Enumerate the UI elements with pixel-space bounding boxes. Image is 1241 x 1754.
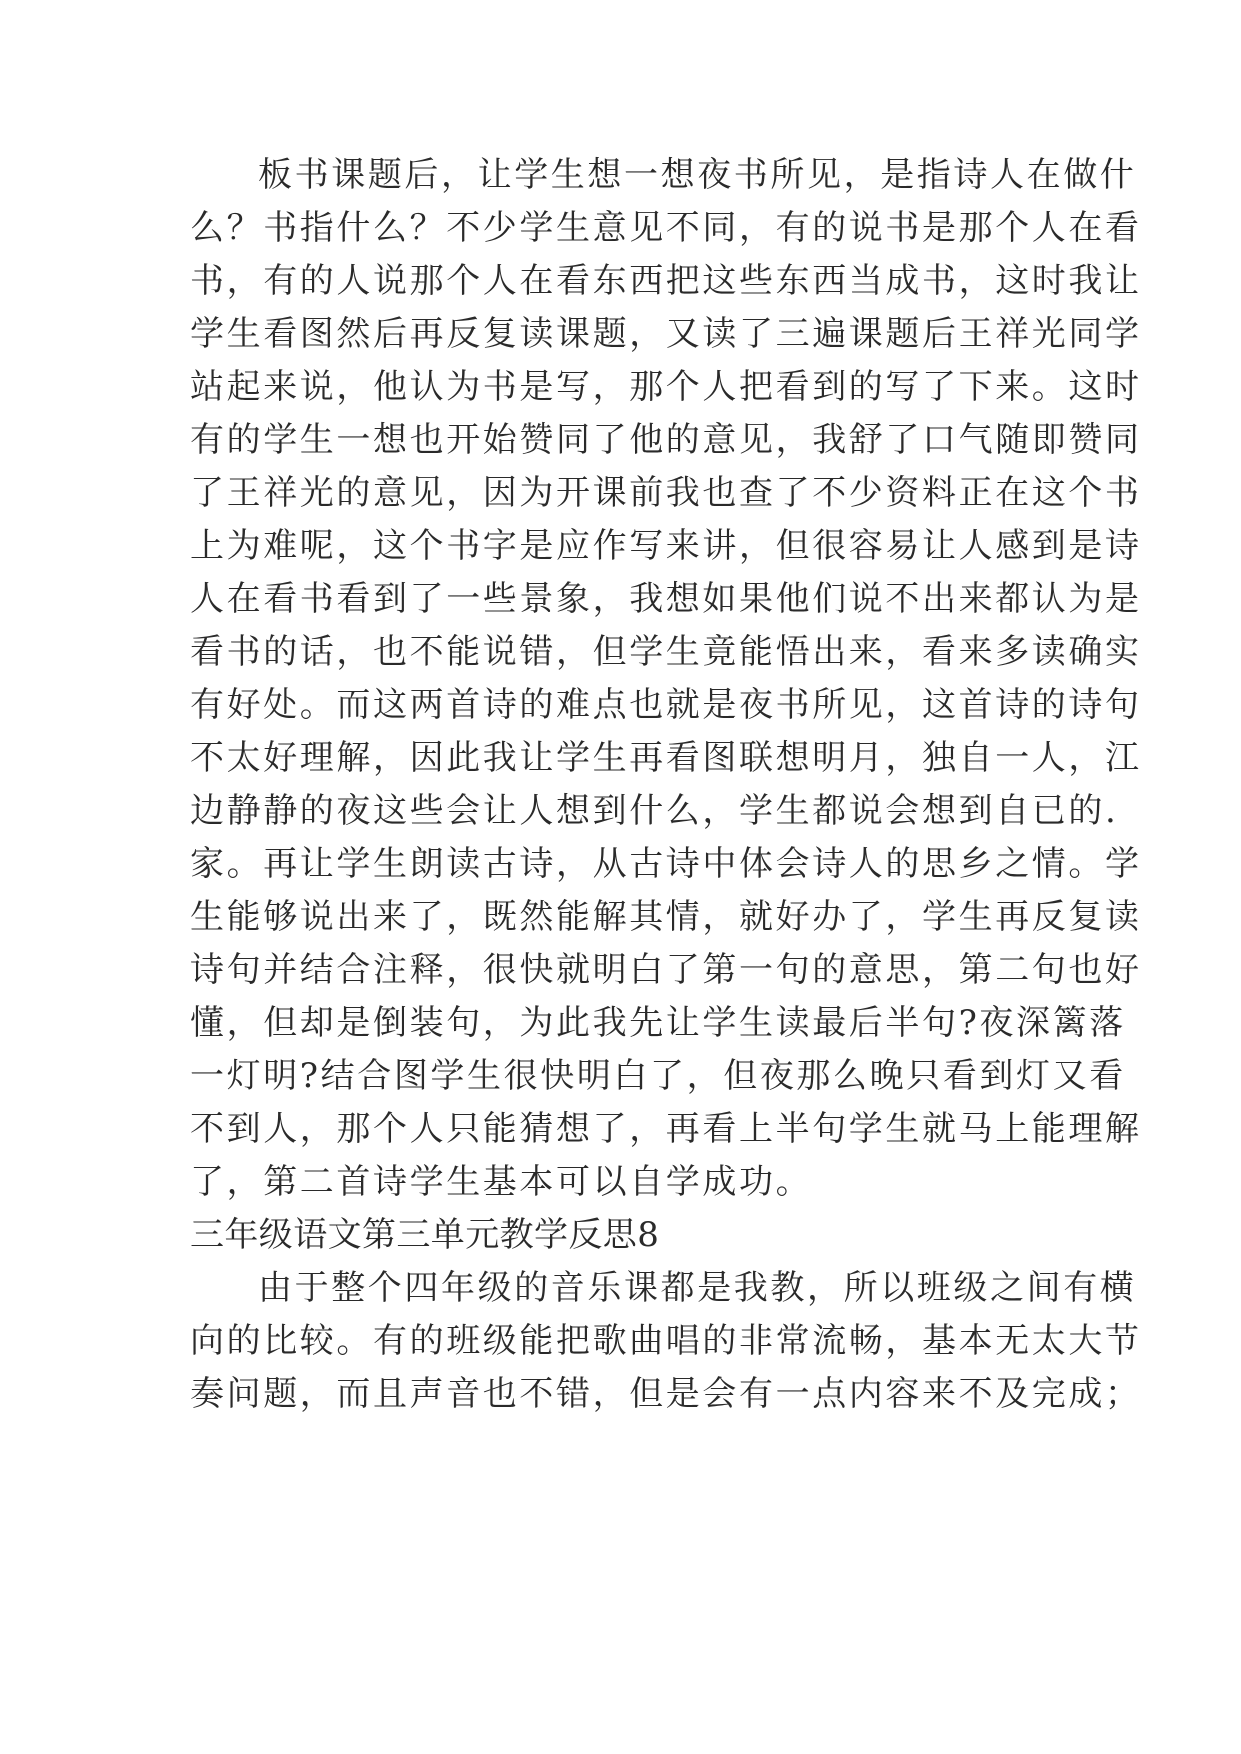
paragraph-1-line-2: 么？书指什么？不少学生意见不同，有的说书是那个人在看	[190, 208, 1142, 248]
paragraph-1-line-8: 上为难呢，这个书字是应作写来讲，但很容易让人感到是诗	[190, 526, 1142, 566]
paragraph-2-line-1: 由于整个四年级的音乐课都是我教，所以班级之间有横	[258, 1268, 1137, 1308]
paragraph-2-line-2: 向的比较。有的班级能把歌曲唱的非常流畅，基本无太大节	[190, 1321, 1142, 1361]
paragraph-1-line-7: 了王祥光的意见，因为开课前我也查了不少资料正在这个书	[190, 473, 1142, 513]
paragraph-1-line-4: 学生看图然后再反复读课题，又读了三遍课题后王祥光同学	[190, 314, 1142, 354]
paragraph-1-line-3: 书，有的人说那个人在看东西把这些东西当成书，这时我让	[190, 261, 1142, 301]
paragraph-1-line-9: 人在看书看到了一些景象，我想如果他们说不出来都认为是	[190, 579, 1142, 619]
paragraph-1-line-15: 生能够说出来了，既然能解其情，就好办了，学生再反复读	[190, 897, 1142, 937]
paragraph-1-line-1: 板书课题后，让学生想一想夜书所见，是指诗人在做什	[258, 155, 1137, 195]
paragraph-1-line-12: 不太好理解，因此我让学生再看图联想明月，独自一人，江	[190, 738, 1142, 778]
paragraph-1-line-16: 诗句并结合注释，很快就明白了第一句的意思，第二句也好	[190, 950, 1142, 990]
paragraph-2-line-3: 奏问题，而且声音也不错，但是会有一点内容来不及完成；	[190, 1374, 1142, 1414]
paragraph-1-line-5: 站起来说，他认为书是写，那个人把看到的写了下来。这时	[190, 367, 1142, 407]
paragraph-1-line-19: 不到人，那个人只能猜想了，再看上半句学生就马上能理解	[190, 1109, 1142, 1149]
paragraph-1-line-20: 了，第二首诗学生基本可以自学成功。	[190, 1162, 813, 1202]
paragraph-1-line-14: 家。再让学生朗读古诗，从古诗中体会诗人的思乡之情。学	[190, 844, 1142, 884]
section-heading: 三年级语文第三单元教学反思8	[190, 1215, 660, 1255]
paragraph-1-line-11: 有好处。而这两首诗的难点也就是夜书所见，这首诗的诗句	[190, 685, 1142, 725]
paragraph-1-line-10: 看书的话，也不能说错，但学生竟能悟出来，看来多读确实	[190, 632, 1142, 672]
paragraph-1-line-17: 懂，但却是倒装句，为此我先让学生读最后半句?夜深篱落	[190, 1003, 1126, 1043]
paragraph-1-line-13: 边静静的夜这些会让人想到什么，学生都说会想到自已的.	[190, 791, 1119, 831]
paragraph-1-line-6: 有的学生一想也开始赞同了他的意见，我舒了口气随即赞同	[190, 420, 1142, 460]
paragraph-1-line-18: 一灯明?结合图学生很快明白了，但夜那么晚只看到灯又看	[190, 1056, 1126, 1096]
